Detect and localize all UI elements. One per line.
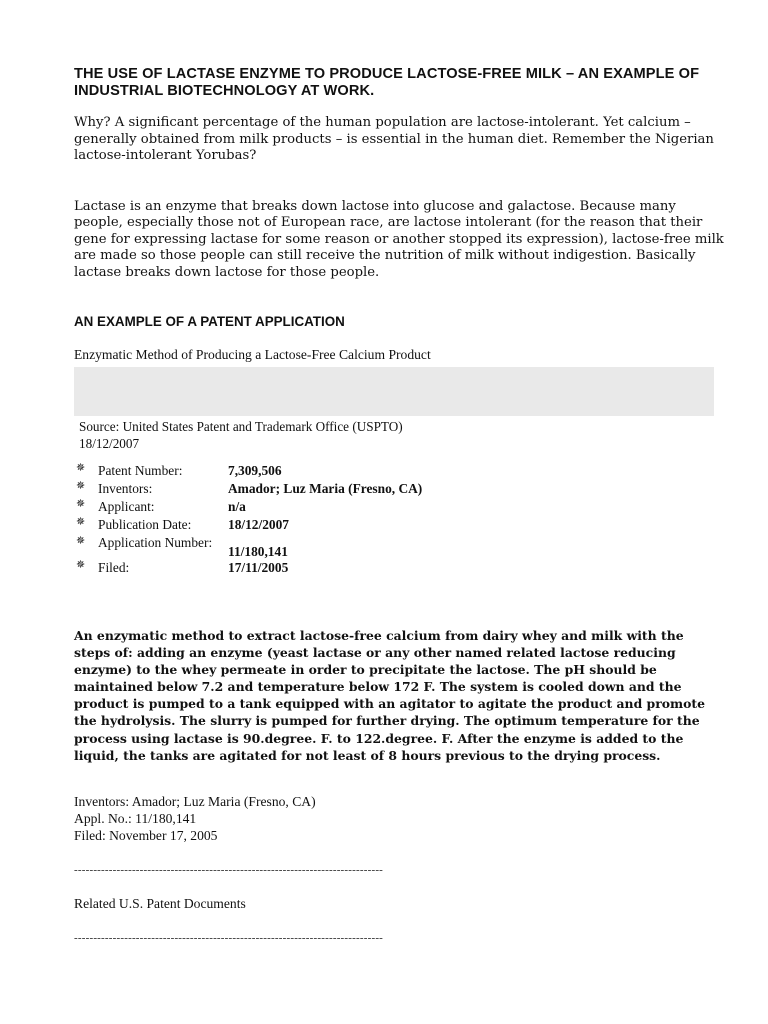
meta-appl-no: Appl. No.: 11/180,141 (74, 810, 197, 826)
related-docs-heading: Related U.S. Patent Documents (74, 896, 246, 911)
fact-patent-number (74, 463, 514, 481)
fact-application-number (74, 535, 514, 560)
fact-label: Filed: (98, 560, 130, 575)
fact-label: Applicant: (98, 499, 155, 514)
patent-meta (74, 794, 316, 844)
fact-label: Patent Number: (98, 463, 183, 478)
document-title: THE USE OF LACTASE ENZYME TO PRODUCE LACTOSE-FREE MILK – AN EXAMPLE OF INDUSTRIAL BIOTECHNOLOGY AT WORK. (74, 66, 700, 99)
asterisk-bullet-icon: ✵ (76, 462, 86, 474)
asterisk-bullet-icon: ✵ (76, 535, 86, 547)
intro-paragraph: Why? A significant percentage of the human population are lactose-intolerant. Yet calcium – generally obtained from milk products – is essential in the human diet. Remember the Nigerian lactose-intolerant Yorubas? (74, 115, 714, 163)
meta-inventors: Inventors: Amador; Luz Maria (Fresno, CA) (74, 794, 316, 809)
asterisk-bullet-icon: ✵ (76, 559, 86, 571)
fact-applicant (74, 499, 514, 517)
source-block (79, 418, 403, 452)
fact-publication-date (74, 517, 514, 535)
fact-label: Inventors: (98, 481, 153, 496)
fact-value: 17/11/2005 (228, 560, 289, 575)
fact-filed (74, 560, 514, 578)
asterisk-bullet-icon: ✵ (76, 480, 86, 492)
gray-banner (74, 367, 714, 416)
patent-facts-list (74, 463, 514, 578)
fact-label: Publication Date: (98, 517, 192, 532)
divider-line: -------------------------------------------------------------------------------- (74, 932, 384, 944)
fact-inventors (74, 481, 514, 499)
asterisk-bullet-icon: ✵ (76, 498, 86, 510)
fact-value: Amador; Luz Maria (Fresno, CA) (228, 481, 423, 496)
source-date: 18/12/2007 (79, 436, 140, 451)
fact-value: 18/12/2007 (228, 517, 290, 532)
patent-abstract: An enzymatic method to extract lactose-free calcium from dairy whey and milk with the steps of: adding an enzyme (yeast lactase or any other named related lactose reducing enzyme) to the whey permeate in order to precipitate the lactose. The pH should be maintained below 7.2 and temperature below 172 F. The system is cooled down and the product is pumped to a tank equipped with an agitator to agitate the product and promote the hydrolysis. The slurry is pumped for further drying. The optimum temperature for the process using lactase is 90.degree. F. to 122.degree. F. After the enzyme is added to the liquid, the tanks are agitated for not least of 8 hours previous to the drying process. (74, 628, 705, 763)
source-line: Source: United States Patent and Trademark Office (USPTO) (79, 419, 403, 434)
fact-value: 11/180,141 (228, 544, 288, 559)
divider-line: -------------------------------------------------------------------------------- (74, 864, 384, 876)
fact-value: 7,309,506 (228, 463, 282, 478)
asterisk-bullet-icon: ✵ (76, 516, 86, 528)
meta-filed: Filed: November 17, 2005 (74, 827, 218, 843)
fact-value: n/a (228, 499, 246, 514)
patent-heading: AN EXAMPLE OF A PATENT APPLICATION (74, 314, 345, 329)
patent-title: Enzymatic Method of Producing a Lactose-Free Calcium Product (74, 347, 431, 362)
document-page (74, 66, 724, 944)
lactase-paragraph: Lactase is an enzyme that breaks down lactose into glucose and galactose. Because many people, especially those not of European race, are lactose intolerant (for the reason that their gene for expressing lactase for some reason or another stopped its expression), lactose-free milk are made so those people can still receive the nutrition of milk without indigestion. Basically lactase breaks down lactose for those people. (74, 198, 724, 280)
fact-label: Application Number: (98, 535, 213, 550)
